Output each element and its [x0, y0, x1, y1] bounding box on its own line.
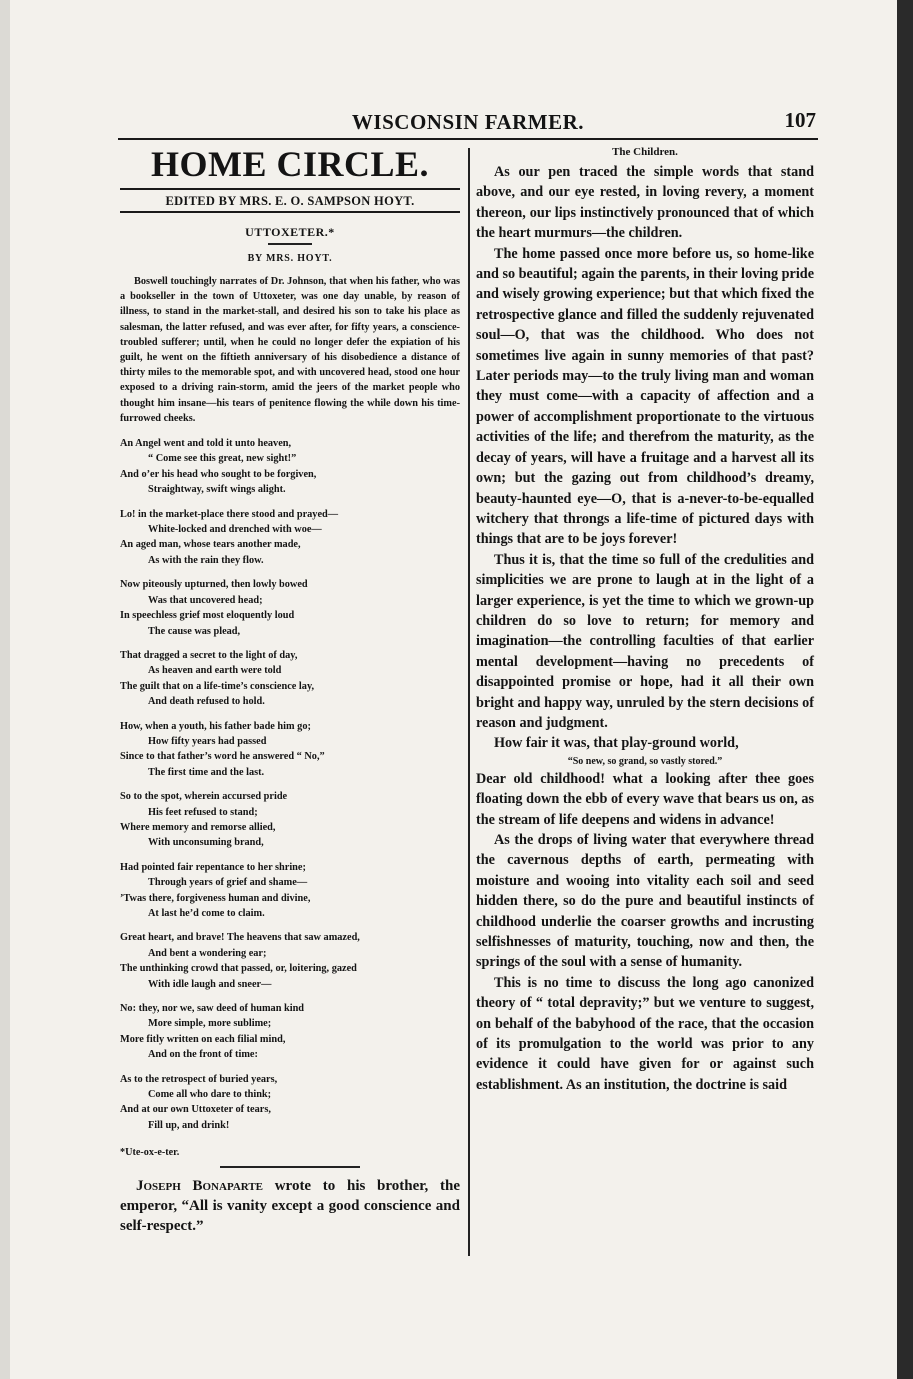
poem-line: And o’er his head who sought to be forgiven,: [120, 468, 317, 480]
stanza: [120, 436, 460, 498]
paragraph: Dear old childhood! what a looking after thee goes floating down the ebb of every wave that bears us on, as the stream of life deepens and widens in advance!: [476, 770, 814, 828]
title-rule: [268, 243, 312, 245]
poem-line: Since to that father’s word he answered “ No,”: [120, 751, 325, 763]
poem-line: An aged man, whose tears another made,: [120, 539, 301, 551]
poem-line: At last he’d come to claim.: [148, 908, 265, 919]
poem-line: Come all who dare to think;: [148, 1089, 272, 1101]
poem-line: How, when a youth, his father bade him go;: [120, 720, 311, 732]
poem-line: His feet refused to stand;: [148, 806, 258, 818]
poem-line: The unthinking crowd that passed, or, loitering, gazed: [120, 963, 357, 975]
poem-line: Fill up, and drink!: [148, 1119, 230, 1131]
column-divider: [468, 148, 470, 1256]
poem-line: Where memory and remorse allied,: [120, 821, 276, 833]
paragraph: As our pen traced the simple words that stand above, and our eye rested, in loving revery, a moment thereon, our lips instinctively pronounced that of which the heart murmurs—the children.: [476, 164, 814, 242]
poem-line: As with the rain they flow.: [148, 554, 264, 566]
poem-line: In speechless grief most eloquently loud: [120, 610, 295, 622]
poem-line: ’Twas there, forgiveness human and divine,: [120, 892, 311, 904]
poem-line: The cause was plead,: [148, 625, 241, 637]
poem-line: Great heart, and brave! The heavens that saw amazed,: [120, 932, 360, 944]
paragraph: Thus it is, that the time so full of the credulities and simplicities we are prone to laugh at in the light of a larger experience, is yet the time to which we grown-up children do so love to return; for memory and imagination—the controlling faculties of that earlier mental development—having no precedents of disappointed promise or hope, had it all their own bright and happy way, unruled by the stern decisions of reason and judgment.: [476, 551, 814, 731]
poem-line: No: they, nor we, saw deed of human kind: [120, 1003, 305, 1015]
poem-line: Through years of grief and shame—: [148, 877, 308, 889]
stanza: [120, 930, 460, 992]
paragraph: The home passed once more before us, so home-like and so beautiful; again the parents, in their loving pride and wisely growing experience; but that which fixed the retrospective glance and filled the suddenly rejuvenated soul—O, that was the childhood. Who does not sometimes live again in sunny memories of that past? Later periods may—to the truly living man and woman they must come—with a capacity of affection and a power of accomplishment proportionate to the virtuous activities of the life; and therefrom the maturity, as the decay of years, will have a fruitage and a harvest all its own; but the gazing out from childhood’s dreamy, beauty-haunted eye—O, that is a-never-to-be-equalled witchery that throngs a life-time of pictured days with things that are to be joys forever!: [476, 245, 814, 548]
poem-line: Straightway, swift wings alight.: [148, 484, 286, 496]
article-end-rule: [220, 1166, 360, 1168]
poem-line: Had pointed fair repentance to her shrine;: [120, 861, 306, 873]
poem-line: Now piteously upturned, then lowly bowed: [120, 579, 308, 591]
poem-line: With unconsuming brand,: [148, 837, 264, 849]
stanza: [120, 860, 460, 922]
stanza: [120, 789, 460, 851]
poem-byline: BY MRS. HOYT.: [247, 253, 333, 264]
quoted-line: “So new, so grand, so vastly stored.”: [567, 755, 723, 767]
poem-line: As heaven and earth were told: [148, 665, 282, 677]
page-number: 107: [784, 108, 816, 132]
poem-line: Lo! in the market-place there stood and prayed—: [120, 508, 339, 520]
poem-line: So to the spot, wherein accursed pride: [120, 791, 288, 803]
poem-line: And at our own Uttoxeter of tears,: [120, 1104, 271, 1116]
stanza: [120, 719, 460, 781]
poem-introduction: Boswell touchingly narrates of Dr. Johnson, that when his father, who was a bookseller in the town of Uttoxeter, was one day unable, by reason of illness, to stand in the market-stall, and desired his son to take his place as salesman, the latter refused, and was ever after, for fifty years, a conscience-troubled sufferer; until, when he could no longer defer the expiation of his guilt, he went on the fiftieth anniversary of his disobedience a distance of thirty miles to the memorable spot, and with uncovered head, stood one hour exposed to a driving rain-storm, amid the jeers of the market people who thought him insane—his tears of penitence flowing the while down his time-furrowed cheeks.: [120, 276, 460, 424]
bonaparte-anecdote: [120, 1176, 460, 1236]
footnote: *Ute-ox-e-ter.: [120, 1147, 180, 1159]
poem-line: With idle laugh and sneer—: [148, 978, 272, 990]
poem-line: How fifty years had passed: [148, 735, 267, 747]
editor-line: EDITED BY MRS. E. O. SAMPSON HOYT.: [120, 188, 460, 213]
poem-line: And on the front of time:: [148, 1049, 258, 1061]
poem-body: [120, 436, 460, 1133]
article-title: The Children.: [612, 146, 678, 158]
poem-line: That dragged a secret to the light of day,: [120, 649, 298, 661]
publication-title: WISCONSIN FARMER.: [351, 110, 585, 134]
masthead: [118, 108, 818, 140]
poem-line: The guilt that on a life-time’s conscience lay,: [120, 680, 315, 692]
poem-line: More simple, more sublime;: [148, 1018, 272, 1030]
right-column: [476, 146, 814, 1095]
stanza: [120, 648, 460, 710]
stanza: [120, 507, 460, 569]
poem-line: And death refused to hold.: [148, 696, 265, 708]
poem-line: Was that uncovered head;: [148, 594, 263, 606]
stanza: [120, 577, 460, 639]
poem-line: And bent a wondering ear;: [148, 947, 267, 959]
poem-line: An Angel went and told it unto heaven,: [120, 438, 292, 450]
left-column: [120, 144, 460, 1251]
paragraph: This is no time to discuss the long ago canonized theory of “ total depravity;” but we venture to suggest, on behalf of the babyhood of the race, that the occasion of its promulgation to the world was prior to any evidence it could have given for or against such establishment. As an institution, the doctrine is said: [476, 974, 814, 1093]
paragraph: How fair it was, that play-ground world,: [494, 735, 739, 752]
stanza: [120, 1001, 460, 1063]
poem-line: More fitly written on each filial mind,: [120, 1033, 286, 1045]
section-title: HOME CIRCLE.: [150, 144, 430, 184]
anecdote-name: Joseph Bonaparte: [136, 1178, 264, 1195]
poem-title: UTTOXETER.*: [245, 225, 335, 239]
poem-line: The first time and the last.: [148, 766, 265, 778]
poem-line: As to the retrospect of buried years,: [120, 1073, 278, 1085]
anecdote-text: wrote to his brother, the emperor, “All is vanity except a good conscience and self-respect.”: [120, 1178, 460, 1235]
poem-line: “ Come see this great, new sight!”: [148, 453, 297, 465]
poem-line: White-locked and drenched with woe—: [148, 524, 322, 536]
stanza: [120, 1072, 460, 1134]
paragraph: As the drops of living water that everywhere thread the cavernous depths of earth, permeating with moisture and wooing into vitality each soil and seed hidden there, so do the pure and beautiful instincts of childhood underlie the coarser growths and incrusting selfishnesses of maturity, touching, now and then, the springs of the soul with a sense of humanity.: [476, 832, 814, 971]
